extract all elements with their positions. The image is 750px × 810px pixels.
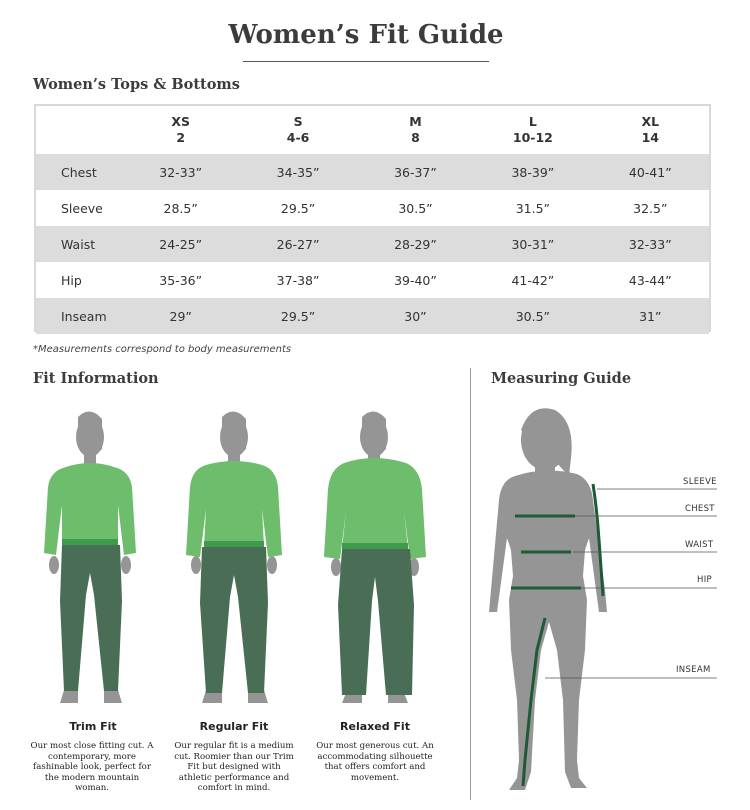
table-cell: 32-33” xyxy=(592,226,709,262)
table-row-sleeve xyxy=(36,190,709,226)
row-label: Waist xyxy=(36,226,122,262)
size-header-m: M 8 xyxy=(409,114,422,145)
regular-fit-description: Our regular fit is a medium cut. Roomier than our Trim Fit but designed with athletic performance and comfort in mind. xyxy=(174,741,294,794)
trim-fit-title: Trim Fit xyxy=(69,720,117,733)
table-cell: 43-44” xyxy=(628,272,672,288)
relaxed-fit-figure xyxy=(322,405,432,707)
chest-label: CHEST xyxy=(685,504,715,514)
table-cell: 26-27” xyxy=(239,226,356,262)
table-cell: 38-39” xyxy=(474,154,591,190)
table-cell: 30” xyxy=(357,298,474,334)
table-cell: 31” xyxy=(592,298,709,334)
trim-fit-figure xyxy=(38,405,148,707)
size-header-row xyxy=(36,106,709,154)
table-heading: Women’s Tops & Bottoms xyxy=(33,76,240,93)
table-cell: 30.5” xyxy=(398,200,433,216)
row-label: Chest xyxy=(36,154,122,190)
size-header-l: L 10-12 xyxy=(512,114,553,145)
table-row-inseam xyxy=(36,298,709,334)
measurement-footnote: *Measurements correspond to body measurements xyxy=(33,344,292,355)
regular-fit-figure xyxy=(180,405,290,707)
table-cell: 41-42” xyxy=(511,272,555,288)
trim-fit-description: Our most close fitting cut. A contemporary, more fashinable look, perfect for the modern mountain woman. xyxy=(30,741,154,794)
table-cell: 30-31” xyxy=(474,226,591,262)
table-cell: 35-36” xyxy=(159,272,203,288)
table-cell: 34-35” xyxy=(239,154,356,190)
table-cell: 32-33” xyxy=(122,154,239,190)
table-cell: 29.5” xyxy=(239,298,356,334)
table-cell: 30.5” xyxy=(474,298,591,334)
measuring-guide-figure xyxy=(485,400,720,800)
waist-label: WAIST xyxy=(685,540,714,550)
table-cell: 28.5” xyxy=(163,200,198,216)
size-header-xs: XS 2 xyxy=(171,114,191,145)
row-label: Hip xyxy=(61,272,82,288)
table-row-chest xyxy=(36,154,709,190)
table-cell: 37-38” xyxy=(276,272,320,288)
measuring-guide-heading: Measuring Guide xyxy=(491,370,632,387)
size-header-s: S 4-6 xyxy=(286,114,310,145)
table-cell: 24-25” xyxy=(122,226,239,262)
relaxed-fit-title: Relaxed Fit xyxy=(340,720,410,733)
table-cell: 29.5” xyxy=(280,200,316,216)
fit-information-heading: Fit Information xyxy=(33,370,159,387)
table-cell: 32.5” xyxy=(633,200,668,216)
body-silhouette xyxy=(489,408,607,790)
page-title: Women’s Fit Guide xyxy=(228,20,504,50)
title-underline xyxy=(243,61,489,62)
table-cell: 29” xyxy=(122,298,239,334)
table-row-waist xyxy=(36,226,709,262)
table-cell: 39-40” xyxy=(394,272,437,288)
table-cell: 31.5” xyxy=(515,200,551,216)
row-label: Inseam xyxy=(36,298,122,334)
relaxed-fit-description: Our most generous cut. An accommodating silhouette that offers comfort and movement. xyxy=(316,741,434,783)
table-cell: 36-37” xyxy=(357,154,474,190)
regular-fit-title: Regular Fit xyxy=(199,720,269,733)
inseam-label: INSEAM xyxy=(676,665,711,675)
size-header-xl: XL 14 xyxy=(641,114,660,145)
sleeve-label: SLEEVE xyxy=(683,477,717,487)
row-label: Sleeve xyxy=(61,200,103,216)
table-row-hip xyxy=(36,262,709,298)
size-chart-table xyxy=(34,104,711,332)
table-cell: 40-41” xyxy=(592,154,709,190)
hip-label: HIP xyxy=(697,575,712,585)
section-divider xyxy=(470,368,471,800)
table-cell: 28-29” xyxy=(357,226,474,262)
header-blank-cell xyxy=(36,106,122,154)
